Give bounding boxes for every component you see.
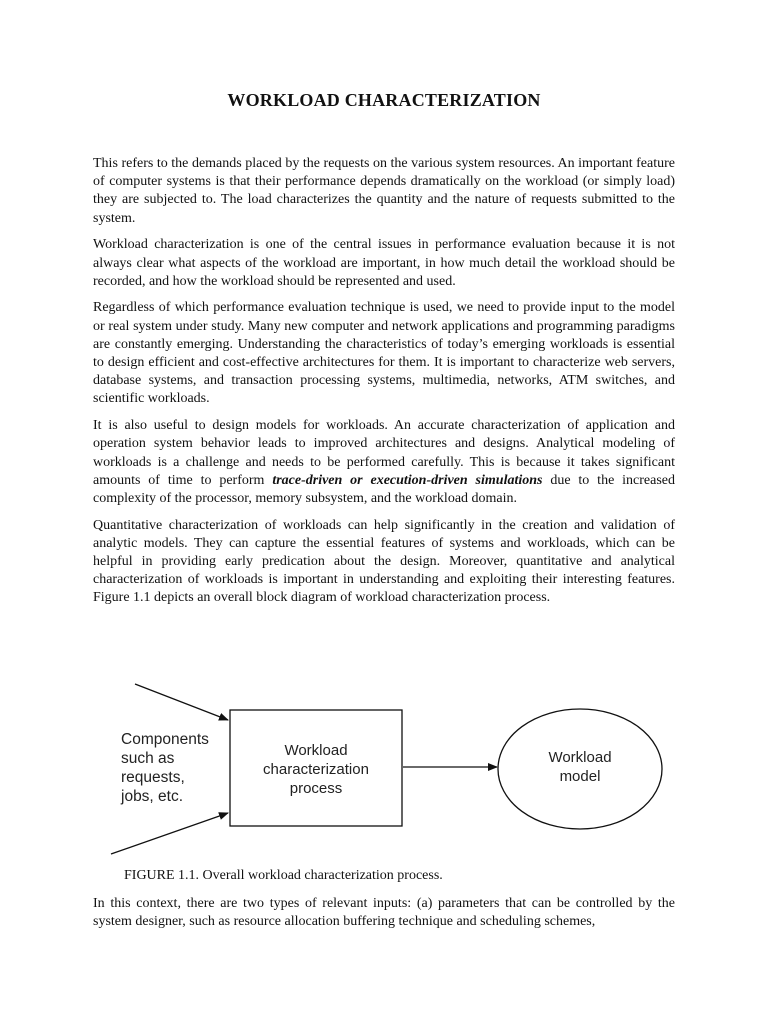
paragraph-4	[93, 417, 675, 508]
body-text	[93, 155, 675, 616]
process-label-line-3: process	[289, 780, 343, 797]
paragraph-5: Quantitative characterization of workloads can help significantly in the creation and validation of analytic models. They can capture the essential features of systems and workloads, which can be helpful in providing early predication about the design. Moreover, quantitative and analytical characterization of workloads is important in understanding and exploiting their interesting features. Figure 1.1 depicts an overall block diagram of workload characterization process.	[93, 517, 675, 606]
paragraph-4-text-b: due to the increased complexity of the processor, memory subsystem, and the workload domain.	[93, 472, 675, 506]
inputs-label-line-1: Components	[121, 731, 209, 748]
paragraph-1: This refers to the demands placed by the requests on the various system resources. An important feature of computer systems is that their performance depends dramatically on the workload (or simply load) they are subjected to. The load characterizes the quantity and the nature of requests submitted to the system.	[93, 156, 675, 226]
model-label-line-2: model	[559, 768, 601, 785]
inputs-label-line-2: such as	[121, 750, 175, 767]
figure-1-1-diagram	[93, 668, 675, 858]
model-label-line-1: Workload	[548, 749, 612, 766]
inputs-label-line-4: jobs, etc.	[121, 788, 184, 805]
page-title: WORKLOAD CHARACTERIZATION	[227, 90, 541, 110]
body-text-continued	[93, 895, 675, 940]
process-label-line-1: Workload	[284, 742, 348, 759]
figure-caption: FIGURE 1.1. Overall workload characterization process.	[124, 868, 443, 883]
paragraph-3: Regardless of which performance evaluation technique is used, we need to provide input to the model or real system under study. Many new computer and network applications and programming paradigms are constantly emerging. Understanding the characteristics of today’s emerging workloads is essential to design efficient and cost-effective architectures for them. It is important to characterize web servers, database systems, and transaction processing systems, multimedia, networks, ATM switches, and scientific workloads.	[93, 300, 675, 407]
process-label-line-2: characterization	[263, 761, 369, 778]
input-arrow-top	[135, 684, 228, 720]
inputs-label-line-3: requests,	[121, 769, 185, 786]
paragraph-4-text-a: It is also useful to design models for workloads. An accurate characterization of application and operation system behavior leads to improved architectures and designs. Analytical modeling of workloads is a challenge and needs to be performed carefully. This is because it takes significant amounts of time to perform	[93, 418, 675, 488]
paragraph-2: Workload characterization is one of the central issues in performance evaluation because it is not always clear what aspects of the workload are important, in how much detail the workload should be recorded, and how the workload should be represented and used.	[93, 237, 675, 289]
paragraph-6: In this context, there are two types of relevant inputs: (a) parameters that can be controlled by the system designer, such as resource allocation buffering technique and scheduling schemes,	[93, 896, 675, 930]
paragraph-4-emphasis: trace-driven or execution-driven simulations	[272, 472, 543, 488]
block-diagram	[93, 668, 675, 858]
input-arrow-bottom	[111, 813, 228, 854]
